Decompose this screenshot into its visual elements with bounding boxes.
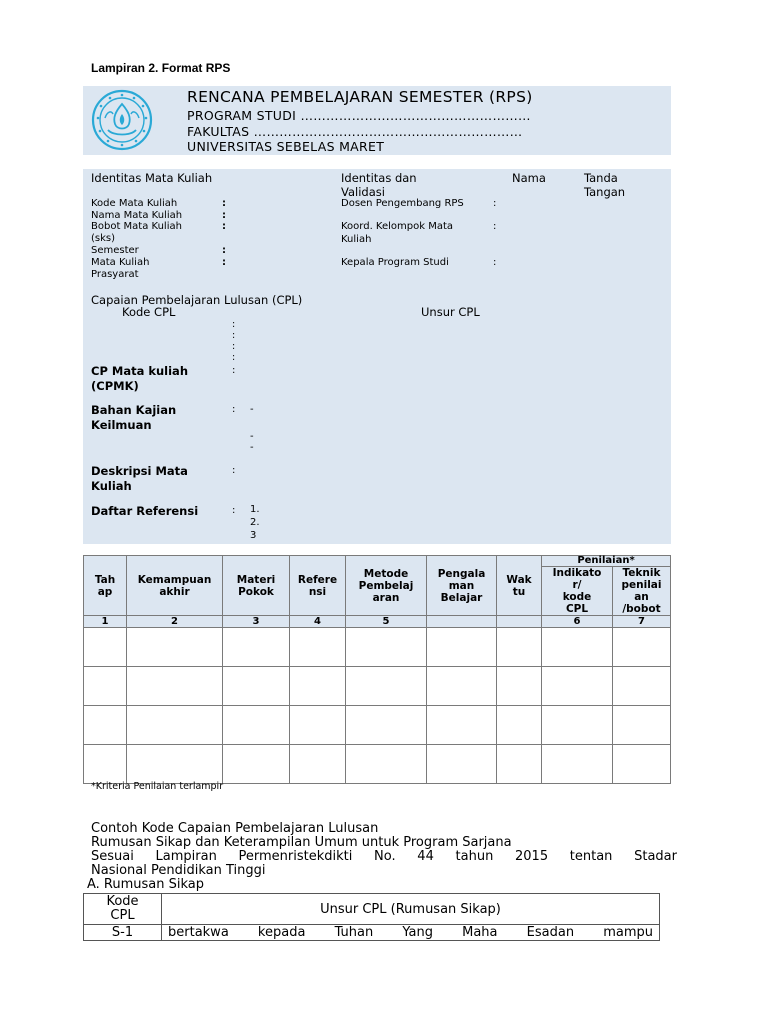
colon: : <box>232 319 236 330</box>
dash: - <box>250 442 254 453</box>
cpmk-label-1: CP Mata kuliah <box>91 364 189 378</box>
identitas-heading: Identitas Mata Kuliah <box>91 171 213 185</box>
colon: : <box>222 245 226 256</box>
column-number: 7 <box>613 616 671 628</box>
sikap-unsur-header: Unsur CPL (Rumusan Sikap) <box>162 894 660 925</box>
table-row <box>84 745 671 784</box>
referensi-label: Daftar Referensi <box>91 504 199 518</box>
rps-table <box>83 555 671 784</box>
koord-label-2: Kuliah <box>341 234 372 245</box>
cpl-line-1: Contoh Kode Capaian Pembelajaran Lulusan <box>91 821 379 836</box>
validasi-heading-1: Identitas dan <box>341 171 417 185</box>
cpl-line-4: Nasional Pendidikan Tinggi <box>91 863 266 878</box>
sikap-kode-header: Kode CPL <box>84 894 162 925</box>
prasyarat-label-2: Prasyarat <box>91 269 139 280</box>
rps-title: RENCANA PEMBELAJARAN SEMESTER (RPS) <box>187 88 533 106</box>
sikap-text-cell: bertakwa kepada Tuhan Yang Maha Esadan mampu <box>162 925 660 941</box>
colon: : <box>232 465 236 476</box>
colon: : <box>232 341 236 352</box>
column-number: 1 <box>84 616 127 628</box>
colon: : <box>493 198 497 209</box>
university-logo-icon <box>91 88 153 152</box>
section-rumusan-sikap: A. Rumusan Sikap <box>87 877 205 892</box>
sikap-code-cell: S-1 <box>84 925 162 941</box>
header-waktu: Wak tu <box>497 556 542 616</box>
dosen-label: Dosen Pengembang RPS <box>341 198 464 209</box>
cpl-line-2: Rumusan Sikap dan Keterampilan Umum untuk Program Sarjana <box>91 835 512 850</box>
column-number: 2 <box>127 616 223 628</box>
colon: : <box>222 257 226 268</box>
header-pengalaman: Pengala man Belajar <box>427 556 497 616</box>
nama-heading: Nama <box>512 171 546 185</box>
header-penilaian: Penilaian* <box>542 556 671 567</box>
header-referensi: Refere nsi <box>290 556 346 616</box>
bahan-kajian-label-1: Bahan Kajian <box>91 403 177 417</box>
header-metode: Metode Pembelaj aran <box>346 556 427 616</box>
colon: : <box>222 198 226 209</box>
kriteria-note: *Kriteria Penilaian terlampir <box>91 781 224 792</box>
table-row <box>84 706 671 745</box>
kaprodi-label: Kepala Program Studi <box>341 257 449 268</box>
bobot-mk-label-1: Bobot Mata Kuliah <box>91 221 182 232</box>
colon: : <box>232 365 236 376</box>
header-indikator: Indikato r/ kode CPL <box>542 567 613 616</box>
table-row <box>84 667 671 706</box>
cpl-line-3: Sesuai Lampiran Permenristekdikti No. 44 tahun 2015 tentan Stadar <box>91 849 677 864</box>
column-number <box>427 616 497 628</box>
colon: : <box>222 221 226 232</box>
semester-label: Semester <box>91 245 139 256</box>
column-number: 5 <box>346 616 427 628</box>
cpl-heading: Capaian Pembelajaran Lulusan (CPL) <box>91 293 303 307</box>
cpmk-label-2: (CPMK) <box>91 379 139 393</box>
universitas-line: UNIVERSITAS SEBELAS MARET <box>187 139 385 154</box>
header-kemampuan: Kemampuan akhir <box>127 556 223 616</box>
prasyarat-label-1: Mata Kuliah <box>91 257 150 268</box>
deskripsi-label-2: Kuliah <box>91 479 132 493</box>
bahan-kajian-label-2: Keilmuan <box>91 418 152 432</box>
tanda-heading-1: Tanda <box>584 171 618 185</box>
header-materi: Materi Pokok <box>223 556 290 616</box>
kode-cpl-heading: Kode CPL <box>122 305 176 319</box>
bobot-mk-label-2: (sks) <box>91 233 116 244</box>
validasi-heading-2: Validasi <box>341 185 385 199</box>
column-number <box>497 616 542 628</box>
kode-mk-label: Kode Mata Kuliah <box>91 198 178 209</box>
nama-mk-label: Nama Mata Kuliah <box>91 210 183 221</box>
dash: - <box>250 431 254 442</box>
colon: : <box>222 210 226 221</box>
lampiran-label: Lampiran 2. Format RPS <box>91 61 231 75</box>
colon: : <box>232 330 236 341</box>
colon: : <box>493 221 497 232</box>
unsur-cpl-heading: Unsur CPL <box>421 305 480 319</box>
program-studi-line: PROGRAM STUDI ……………………………………………… <box>187 108 531 123</box>
column-number: 3 <box>223 616 290 628</box>
dash: - <box>250 404 254 415</box>
table-row <box>84 628 671 667</box>
referensi-item: 2. <box>250 517 260 528</box>
sikap-table <box>83 893 660 941</box>
header-teknik: Teknik penilai an /bobot <box>613 567 671 616</box>
deskripsi-label-1: Deskripsi Mata <box>91 464 188 478</box>
column-number: 4 <box>290 616 346 628</box>
colon: : <box>232 352 236 363</box>
tanda-heading-2: Tangan <box>584 185 626 199</box>
referensi-item: 3 <box>250 530 257 541</box>
fakultas-line: FAKULTAS ……………………………………………………… <box>187 124 523 139</box>
colon: : <box>232 404 236 415</box>
header-tahap: Tah ap <box>84 556 127 616</box>
colon: : <box>232 505 236 516</box>
colon: : <box>493 257 497 268</box>
column-number: 6 <box>542 616 613 628</box>
referensi-item: 1. <box>250 504 260 515</box>
koord-label-1: Koord. Kelompok Mata <box>341 221 454 232</box>
